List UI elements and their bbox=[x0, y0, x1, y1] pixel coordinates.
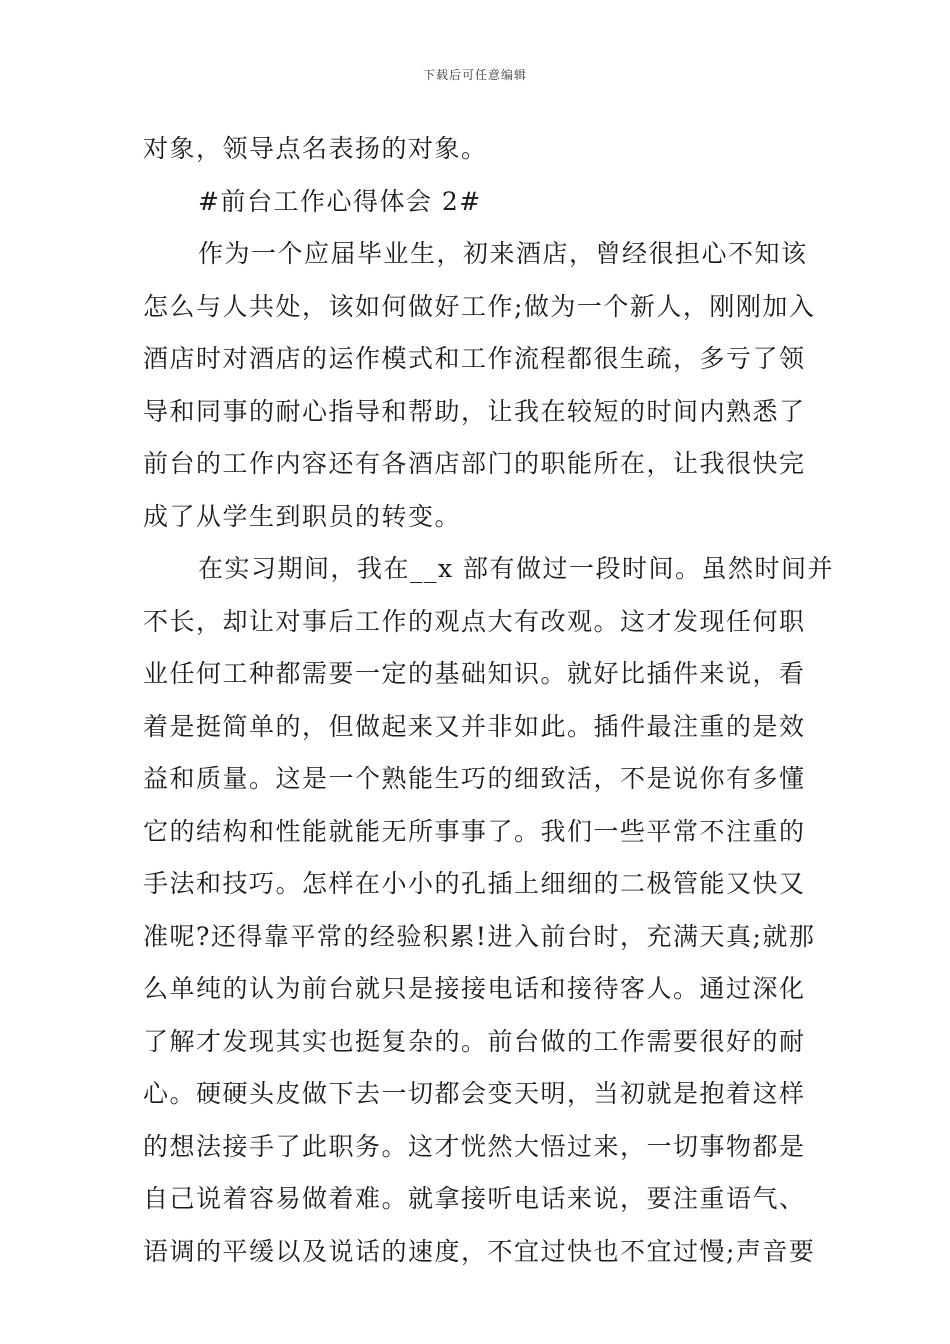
text-line: 前台的工作内容还有各酒店部门的职能所在，让我很快完 bbox=[143, 449, 806, 478]
text-line: 作为一个应届毕业生，初来酒店，曾经很担心不知该 bbox=[198, 239, 808, 268]
section-heading: #前台工作心得体会 2# bbox=[198, 186, 482, 216]
text-line: 的想法接手了此职务。这才恍然大悟过来，一切事物都是 bbox=[143, 1131, 806, 1161]
text-line: 益和质量。这是一个熟能生巧的细致活，不是说你有多懂 bbox=[143, 764, 806, 793]
text-line: 怎么与人共处，该如何做好工作;做为一个新人，刚刚加入 bbox=[143, 291, 816, 321]
text-line: 在实习期间，我在__x 部有做过一段时间。虽然时间并 bbox=[198, 554, 835, 583]
text-line: 成了从学生到职员的转变。 bbox=[143, 501, 462, 531]
text-line: 它的结构和性能就能无所事事了。我们一些平常不注重的 bbox=[143, 816, 806, 846]
text-line: 了解才发现其实也挺复杂的。前台做的工作需要很好的耐 bbox=[143, 1026, 806, 1056]
text-line: 酒店时对酒店的运作模式和工作流程都很生疏，多亏了领 bbox=[143, 344, 806, 373]
text-line: 业任何工种都需要一定的基础知识。就好比插件来说，看 bbox=[143, 659, 806, 688]
text-line: 手法和技巧。怎样在小小的孔插上细细的二极管能又快又 bbox=[143, 869, 806, 898]
text-line: 语调的平缓以及说话的速度，不宜过快也不宜过慢;声音要 bbox=[143, 1236, 816, 1266]
document-body bbox=[143, 128, 835, 1283]
text-line: 么单纯的认为前台就只是接接电话和接待客人。通过深化 bbox=[143, 974, 806, 1003]
text-line: 心。硬硬头皮做下去一切都会变天明，当初就是抱着这样 bbox=[143, 1079, 806, 1108]
text-line: 准呢?还得靠平常的经验积累!进入前台时，充满天真;就那 bbox=[143, 921, 816, 951]
text-line: 不长，却让对事后工作的观点大有改观。这才发现任何职 bbox=[143, 606, 806, 636]
text-line: 着是挺简单的，但做起来又并非如此。插件最注重的是效 bbox=[143, 711, 806, 741]
text-line: 对象，领导点名表扬的对象。 bbox=[143, 134, 488, 163]
text-line: 自己说着容易做着难。就拿接听电话来说，要注重语气、 bbox=[143, 1184, 806, 1213]
page-header-note: 下载后可任意编辑 bbox=[422, 68, 527, 82]
text-line: 导和同事的耐心指导和帮助，让我在较短的时间内熟悉了 bbox=[143, 396, 806, 426]
